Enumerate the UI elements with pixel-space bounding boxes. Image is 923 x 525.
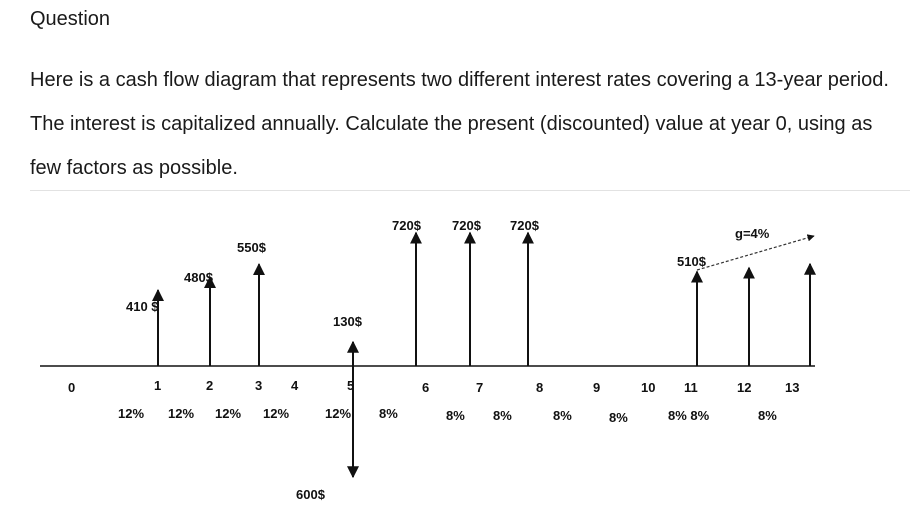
rate-label: 8% 8% bbox=[668, 408, 710, 423]
year-label: 8 bbox=[536, 380, 544, 395]
year-label: 13 bbox=[785, 380, 800, 395]
year-label: 3 bbox=[255, 378, 263, 393]
rate-label: 8% bbox=[379, 406, 398, 421]
year-label: 0 bbox=[68, 380, 76, 395]
year-label: 9 bbox=[593, 380, 601, 395]
year-label: 2 bbox=[206, 378, 214, 393]
year-label: 6 bbox=[422, 380, 430, 395]
year-label: 7 bbox=[476, 380, 484, 395]
rate-label: 12% bbox=[168, 406, 195, 421]
cash-flow-label: 720$ bbox=[392, 218, 421, 233]
rate-label: 8% bbox=[609, 410, 628, 425]
cash-flow-label: 510$ bbox=[677, 254, 706, 269]
rate-label: 12% bbox=[263, 406, 290, 421]
question-text: Here is a cash flow diagram that represents two different interest rates covering a 13-year period. The interest is capitalized annually. Calculate the present (discounted) value at year 0, using as few factors as possible. bbox=[30, 69, 889, 179]
rate-label: 12% bbox=[215, 406, 242, 421]
gradient-line bbox=[697, 236, 814, 270]
rate-label: 8% bbox=[553, 408, 572, 423]
question-heading: Question bbox=[30, 8, 111, 30]
rate-label: 8% bbox=[493, 408, 512, 423]
rate-label: 8% bbox=[758, 408, 777, 423]
year-label: 12 bbox=[737, 380, 752, 395]
gradient-label: g=4% bbox=[735, 226, 770, 241]
cash-flow-label: 130$ bbox=[333, 314, 362, 329]
cash-flow-label: 720$ bbox=[510, 218, 539, 233]
cash-flow-label: 720$ bbox=[452, 218, 481, 233]
separator bbox=[30, 190, 910, 191]
rate-label: 8% bbox=[446, 408, 465, 423]
year-label: 5 bbox=[347, 378, 355, 393]
cash-flow-diagram bbox=[0, 196, 923, 525]
year-label: 1 bbox=[154, 378, 162, 393]
cash-flow-label: 410 $ bbox=[126, 299, 159, 314]
year-label: 10 bbox=[641, 380, 656, 395]
cash-flow-label: 480$ bbox=[184, 270, 213, 285]
cash-flow-label: 600$ bbox=[296, 487, 325, 502]
year-label: 11 bbox=[684, 380, 698, 395]
rate-label: 12% bbox=[118, 406, 145, 421]
cash-flow-label: 550$ bbox=[237, 240, 266, 255]
year-label: 4 bbox=[291, 378, 299, 393]
rate-label: 12% bbox=[325, 406, 352, 421]
